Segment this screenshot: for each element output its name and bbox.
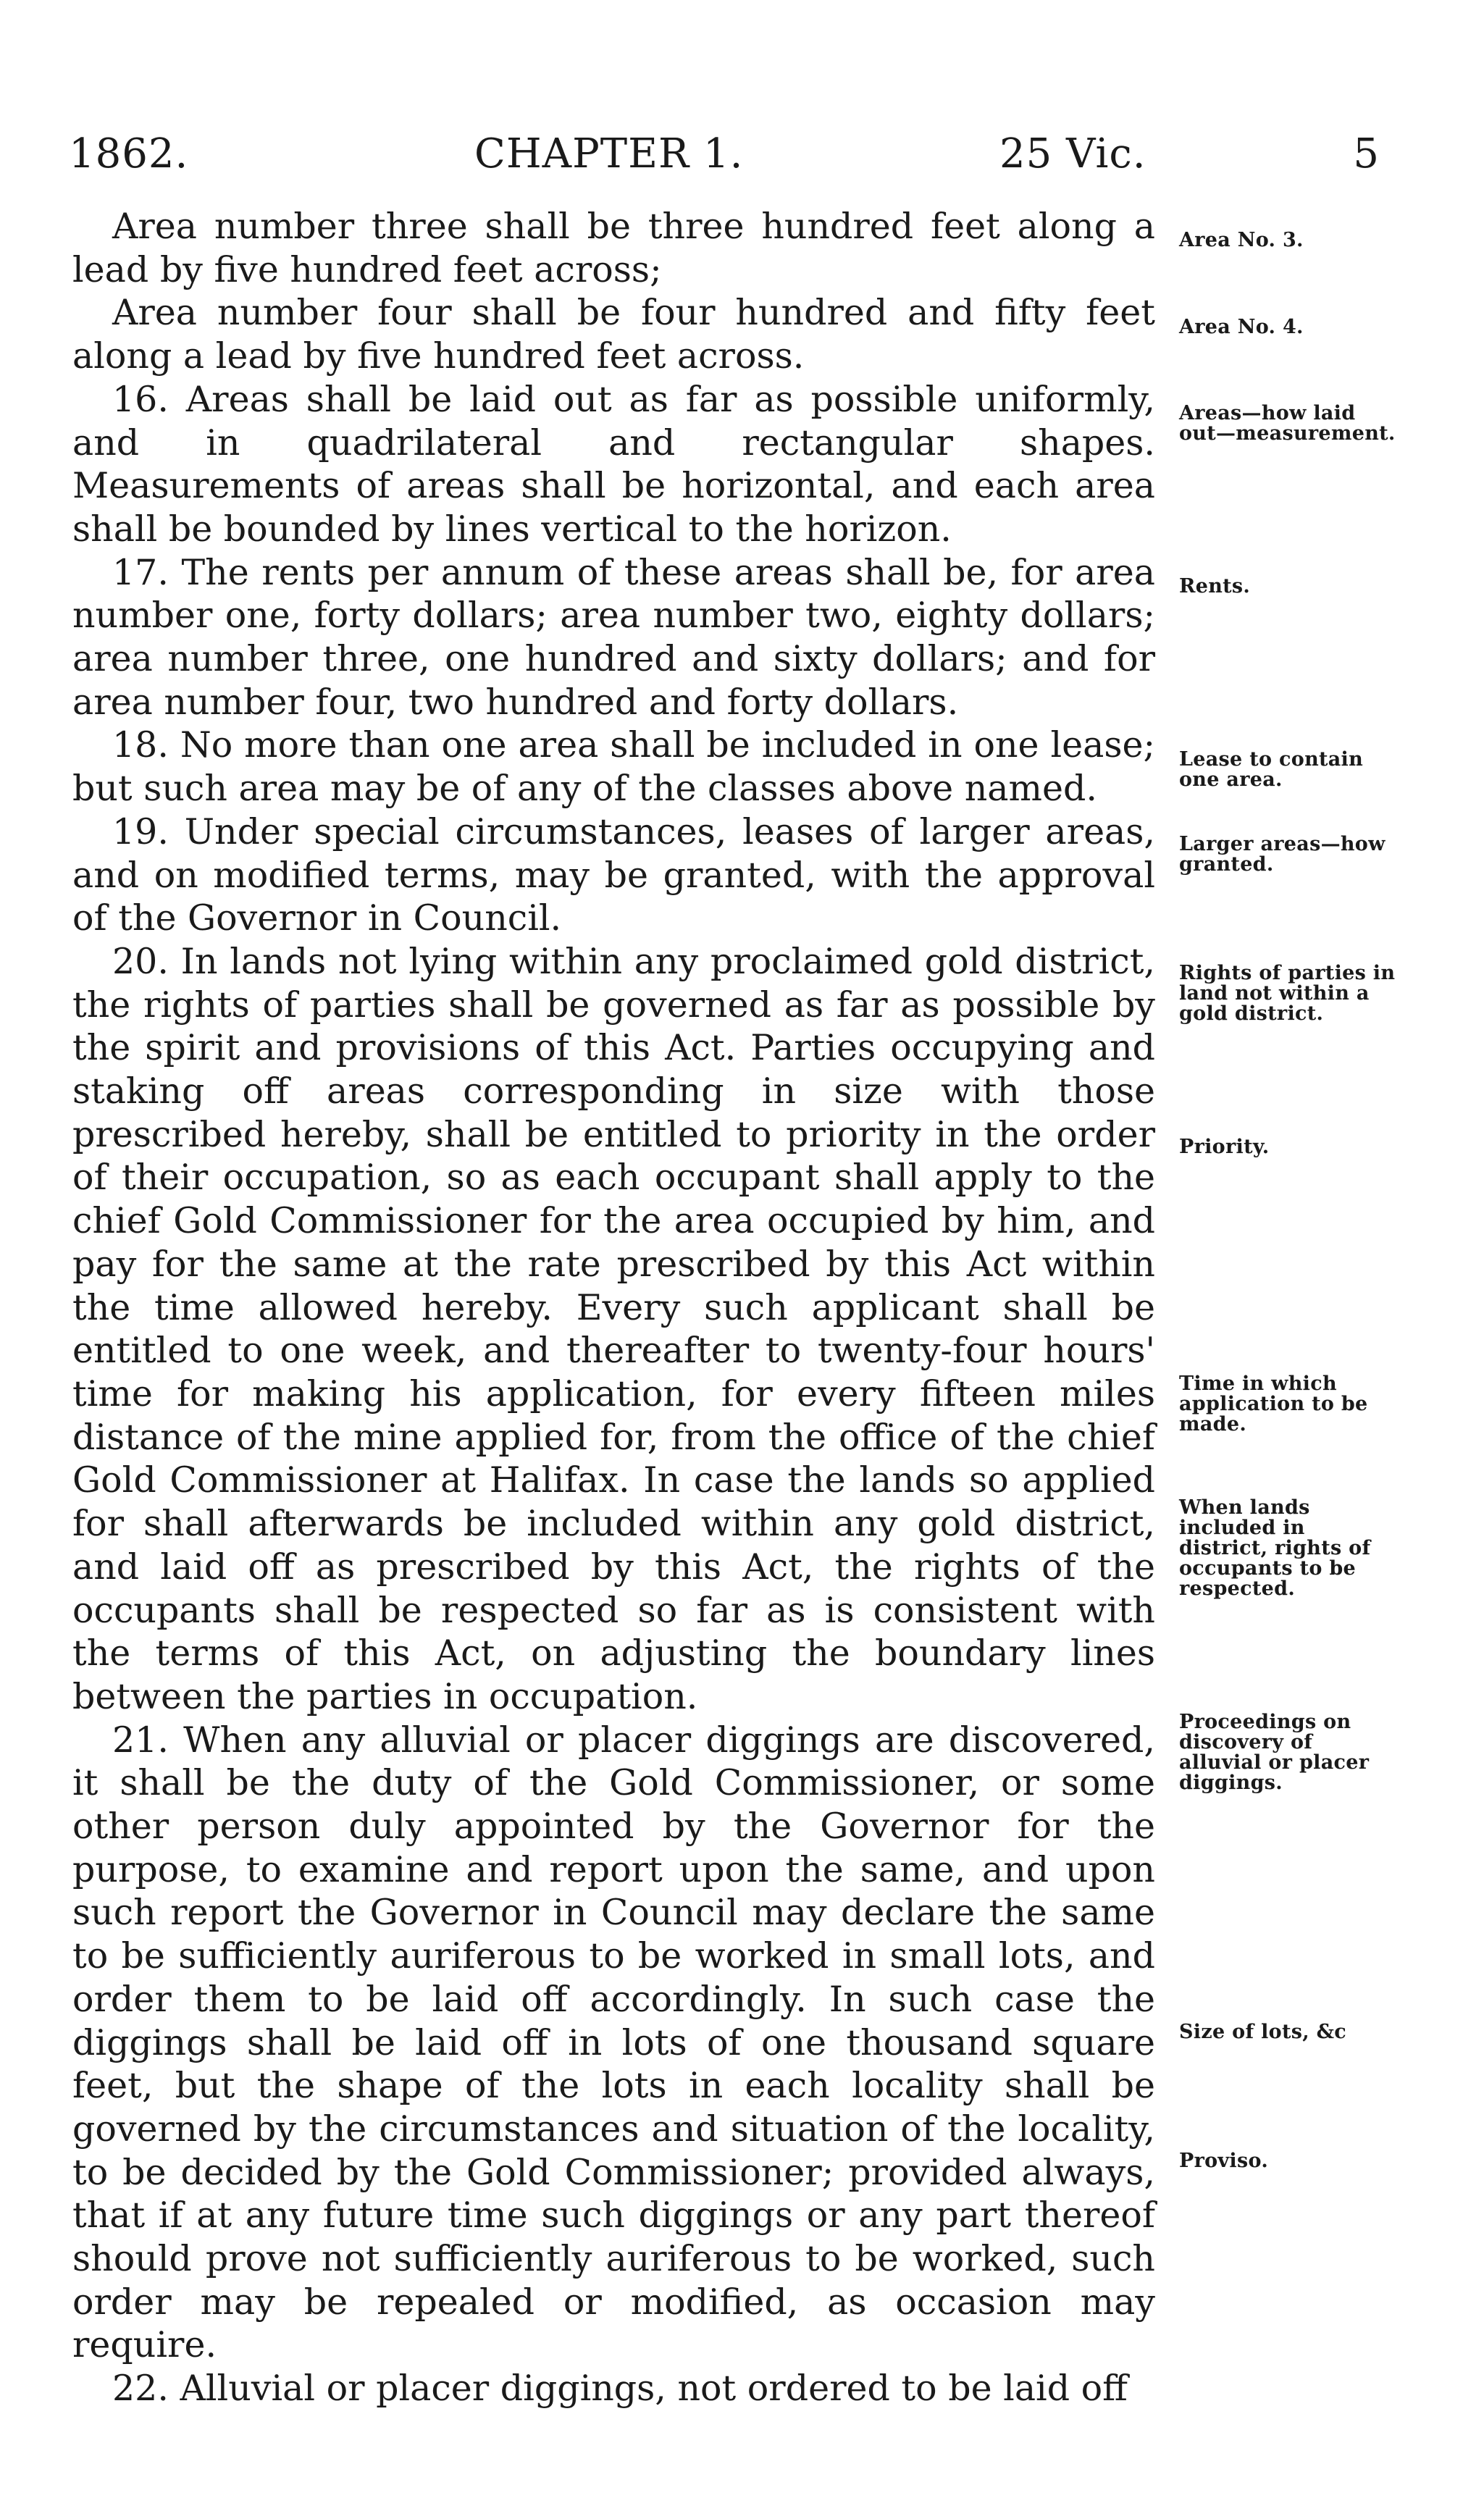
margin-note-area-no-3: Area No. 3. <box>1179 229 1304 251</box>
margin-note-area-no-4: Area No. 4. <box>1179 316 1304 338</box>
header-regnal-year: 25 Vic. <box>999 130 1146 177</box>
page-number: 5 <box>1353 130 1380 177</box>
section-22: 22. Alluvial or placer diggings, not ordered to be laid off <box>112 2368 1128 2410</box>
header-chapter: CHAPTER 1. <box>474 130 744 177</box>
margin-note-areas-layout: Areas—how laid out—measurement. <box>1179 402 1396 445</box>
margin-note-proviso: Proviso. <box>1179 2150 1269 2172</box>
margin-note-time-of-application: Time in which application to be made. <box>1179 1372 1368 1435</box>
margin-note-rents: Rents. <box>1179 575 1251 598</box>
running-header <box>69 130 1380 181</box>
margin-note-proceedings-on-discovery: Proceedings on discovery of alluvial or placer diggings. <box>1179 1711 1370 1794</box>
margin-note-priority: Priority. <box>1179 1136 1270 1158</box>
header-year: 1862. <box>69 130 189 177</box>
section-21: 21. When any alluvial or placer diggings are discovered, it shall be the duty of the Gold Commissioner, or some other person duly appointed by the Governor for the purpose, to examine and report upon the same, and upon such report the Governor in Council may declare the same to be sufficiently auriferous to be worked in small lots, and order them to be laid off accordingly. In such case the diggings shall be laid off in lots of one thousand square feet, but the shape of the lots in each locality shall be governed by the circumstances and situation of the locality, to be decided by the Gold Commissioner; provided always, that if at any future time such diggings or any part thereof should prove not sufficiently auriferous to be worked, such order may be repealed or modified, as occasion may require. <box>72 1719 1155 2366</box>
margin-note-rights-of-parties: Rights of parties in land not within a gold district. <box>1179 962 1396 1025</box>
margin-note-lease-one-area: Lease to contain one area. <box>1179 748 1364 791</box>
margin-note-lands-in-district: When lands included in district, rights of occupants to be respected. <box>1179 1496 1371 1600</box>
body-text <box>72 205 1155 2410</box>
section-17: 17. The rents per annum of these areas shall be, for area number one, forty dollars; area number two, eighty dollars; area number three, one hundred and sixty dollars; and for area number four, two hundred and forty dollars. <box>72 551 1155 723</box>
margin-note-size-of-lots: Size of lots, &c <box>1179 2021 1347 2043</box>
paragraph-area-three: Area number three shall be three hundred feet along a lead by five hundred feet across; <box>72 206 1155 290</box>
section-19: 19. Under special circumstances, leases of larger areas, and on modified terms, may be granted, with the approval of the Governor in Council. <box>72 810 1155 939</box>
margin-note-larger-areas: Larger areas—how granted. <box>1179 833 1386 876</box>
section-20: 20. In lands not lying within any proclaimed gold district, the rights of parties shall be governed as far as possible by the spirit and provisions of this Act. Parties occupying and staking off areas corresponding in size with those prescribed hereby, shall be entitled to priority in the order of their occupation, so as each occupant shall apply to the chief Gold Commissioner for the area occupied by him, and pay for the same at the rate prescribed by this Act within the time allowed hereby. Every such applicant shall be entitled to one week, and thereafter to twenty-four hours' time for making his application, for every fifteen miles distance of the mine applied for, from the office of the chief Gold Commissioner at Halifax. In case the lands so applied for shall afterwards be included within any gold district, and laid off as prescribed by this Act, the rights of the occupants shall be respected so far as is consistent with the terms of this Act, on adjusting the boundary lines between the parties in occupation. <box>72 940 1155 1717</box>
paragraph-area-four: Area number four shall be four hundred and fifty feet along a lead by five hundred feet across. <box>72 292 1155 377</box>
section-16: 16. Areas shall be laid out as far as possible uniformly, and in quadrilateral and rectangular shapes. Measurements of areas shall be horizontal, and each area shall be bounded by lines vertical to the horizon. <box>72 378 1155 550</box>
section-18: 18. No more than one area shall be included in one lease; but such area may be of any of the classes above named. <box>72 724 1155 810</box>
